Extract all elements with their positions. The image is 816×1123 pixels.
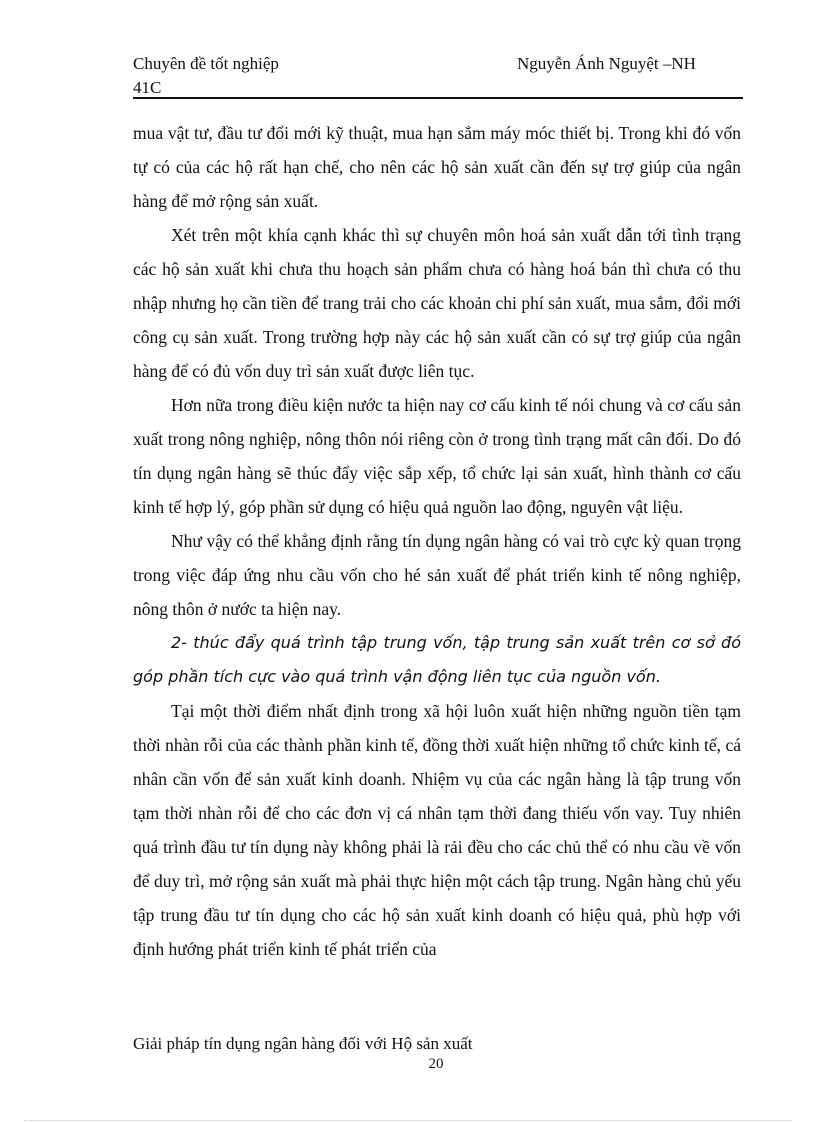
header-class-code: 41C (133, 78, 162, 97)
header-divider (133, 97, 743, 99)
document-body (133, 116, 741, 966)
paragraph: Xét trên một khía cạnh khác thì sự chuyên môn hoá sản xuất dẫn tới tình trạng các hộ sản xuất khi chưa thu hoạch sản phẩm chưa có hàng hoá bán thì chưa có thu nhập nhưng họ cần tiền để trang trải cho các khoản chi phí sản xuất, mua sắm, đổi mới công cụ sản xuất. Trong trường hợp này các hộ sản xuất cần có sự trợ giúp của ngân hàng để có đủ vốn duy trì sản xuất được liên tục. (133, 225, 741, 381)
page-bottom-divider (24, 1120, 792, 1121)
page-number: 20 (428, 1056, 444, 1072)
paragraph: mua vật tư, đầu tư đổi mới kỹ thuật, mua hạn sắm máy móc thiết bị. Trong khi đó vốn tự có của các hộ rất hạn chế, cho nên các hộ sản xuất cần đến sự trợ giúp của ngân hàng để mở rộng sản xuất. (133, 123, 741, 211)
footer-document-title: Giải pháp tín dụng ngân hàng đối với Hộ sản xuất (133, 1034, 473, 1053)
paragraph: Hơn nữa trong điều kiện nước ta hiện nay cơ cấu kinh tế nói chung và cơ cấu sản xuất trong nông nghiệp, nông thôn nói riêng còn ở trong tình trạng mất cân đối. Do đó tín dụng ngân hàng sẽ thúc đẩy việc sắp xếp, tổ chức lại sản xuất, hình thành cơ cấu kinh tế hợp lý, góp phần sử dụng có hiệu quả nguồn lao động, nguyên vật liệu. (133, 395, 741, 517)
paragraph: Tại một thời điểm nhất định trong xã hội luôn xuất hiện những nguồn tiền tạm thời nhàn rỗi của các thành phần kinh tế, đồng thời xuất hiện những tổ chức kinh tế, cá nhân cần vốn để sản xuất kinh doanh. Nhiệm vụ của các ngân hàng là tập trung vốn tạm thời nhàn rỗi để cho các đơn vị cá nhân tạm thời đang thiếu vốn vay. Tuy nhiên quá trình đầu tư tín dụng này không phải là rải đều cho các chủ thể có nhu cầu về vốn để duy trì, mở rộng sản xuất mà phải thực hiện một cách tập trung. Ngân hàng chủ yếu tập trung đầu tư tín dụng cho các hộ sản xuất kinh doanh có hiệu quả, phù hợp với định hướng phát triển kinh tế phát triển của (133, 701, 741, 959)
section-heading: 2- thúc đẩy quá trình tập trung vốn, tập trung sản xuất trên cơ sở đó góp phần tích cực vào quá trình vận động liên tục của nguồn vốn. (133, 633, 741, 686)
paragraph: Như vậy có thể khẳng định rằng tín dụng ngân hàng có vai trò cực kỳ quan trọng trong việc đáp ứng nhu cầu vốn cho hé sản xuất để phát triển kinh tế nông nghiệp, nông thôn ở nước ta hiện nay. (133, 531, 741, 619)
header-author: Nguyễn Ánh Nguyệt –NH (517, 54, 696, 73)
header-document-type: Chuyên đề tốt nghiệp (133, 54, 279, 73)
